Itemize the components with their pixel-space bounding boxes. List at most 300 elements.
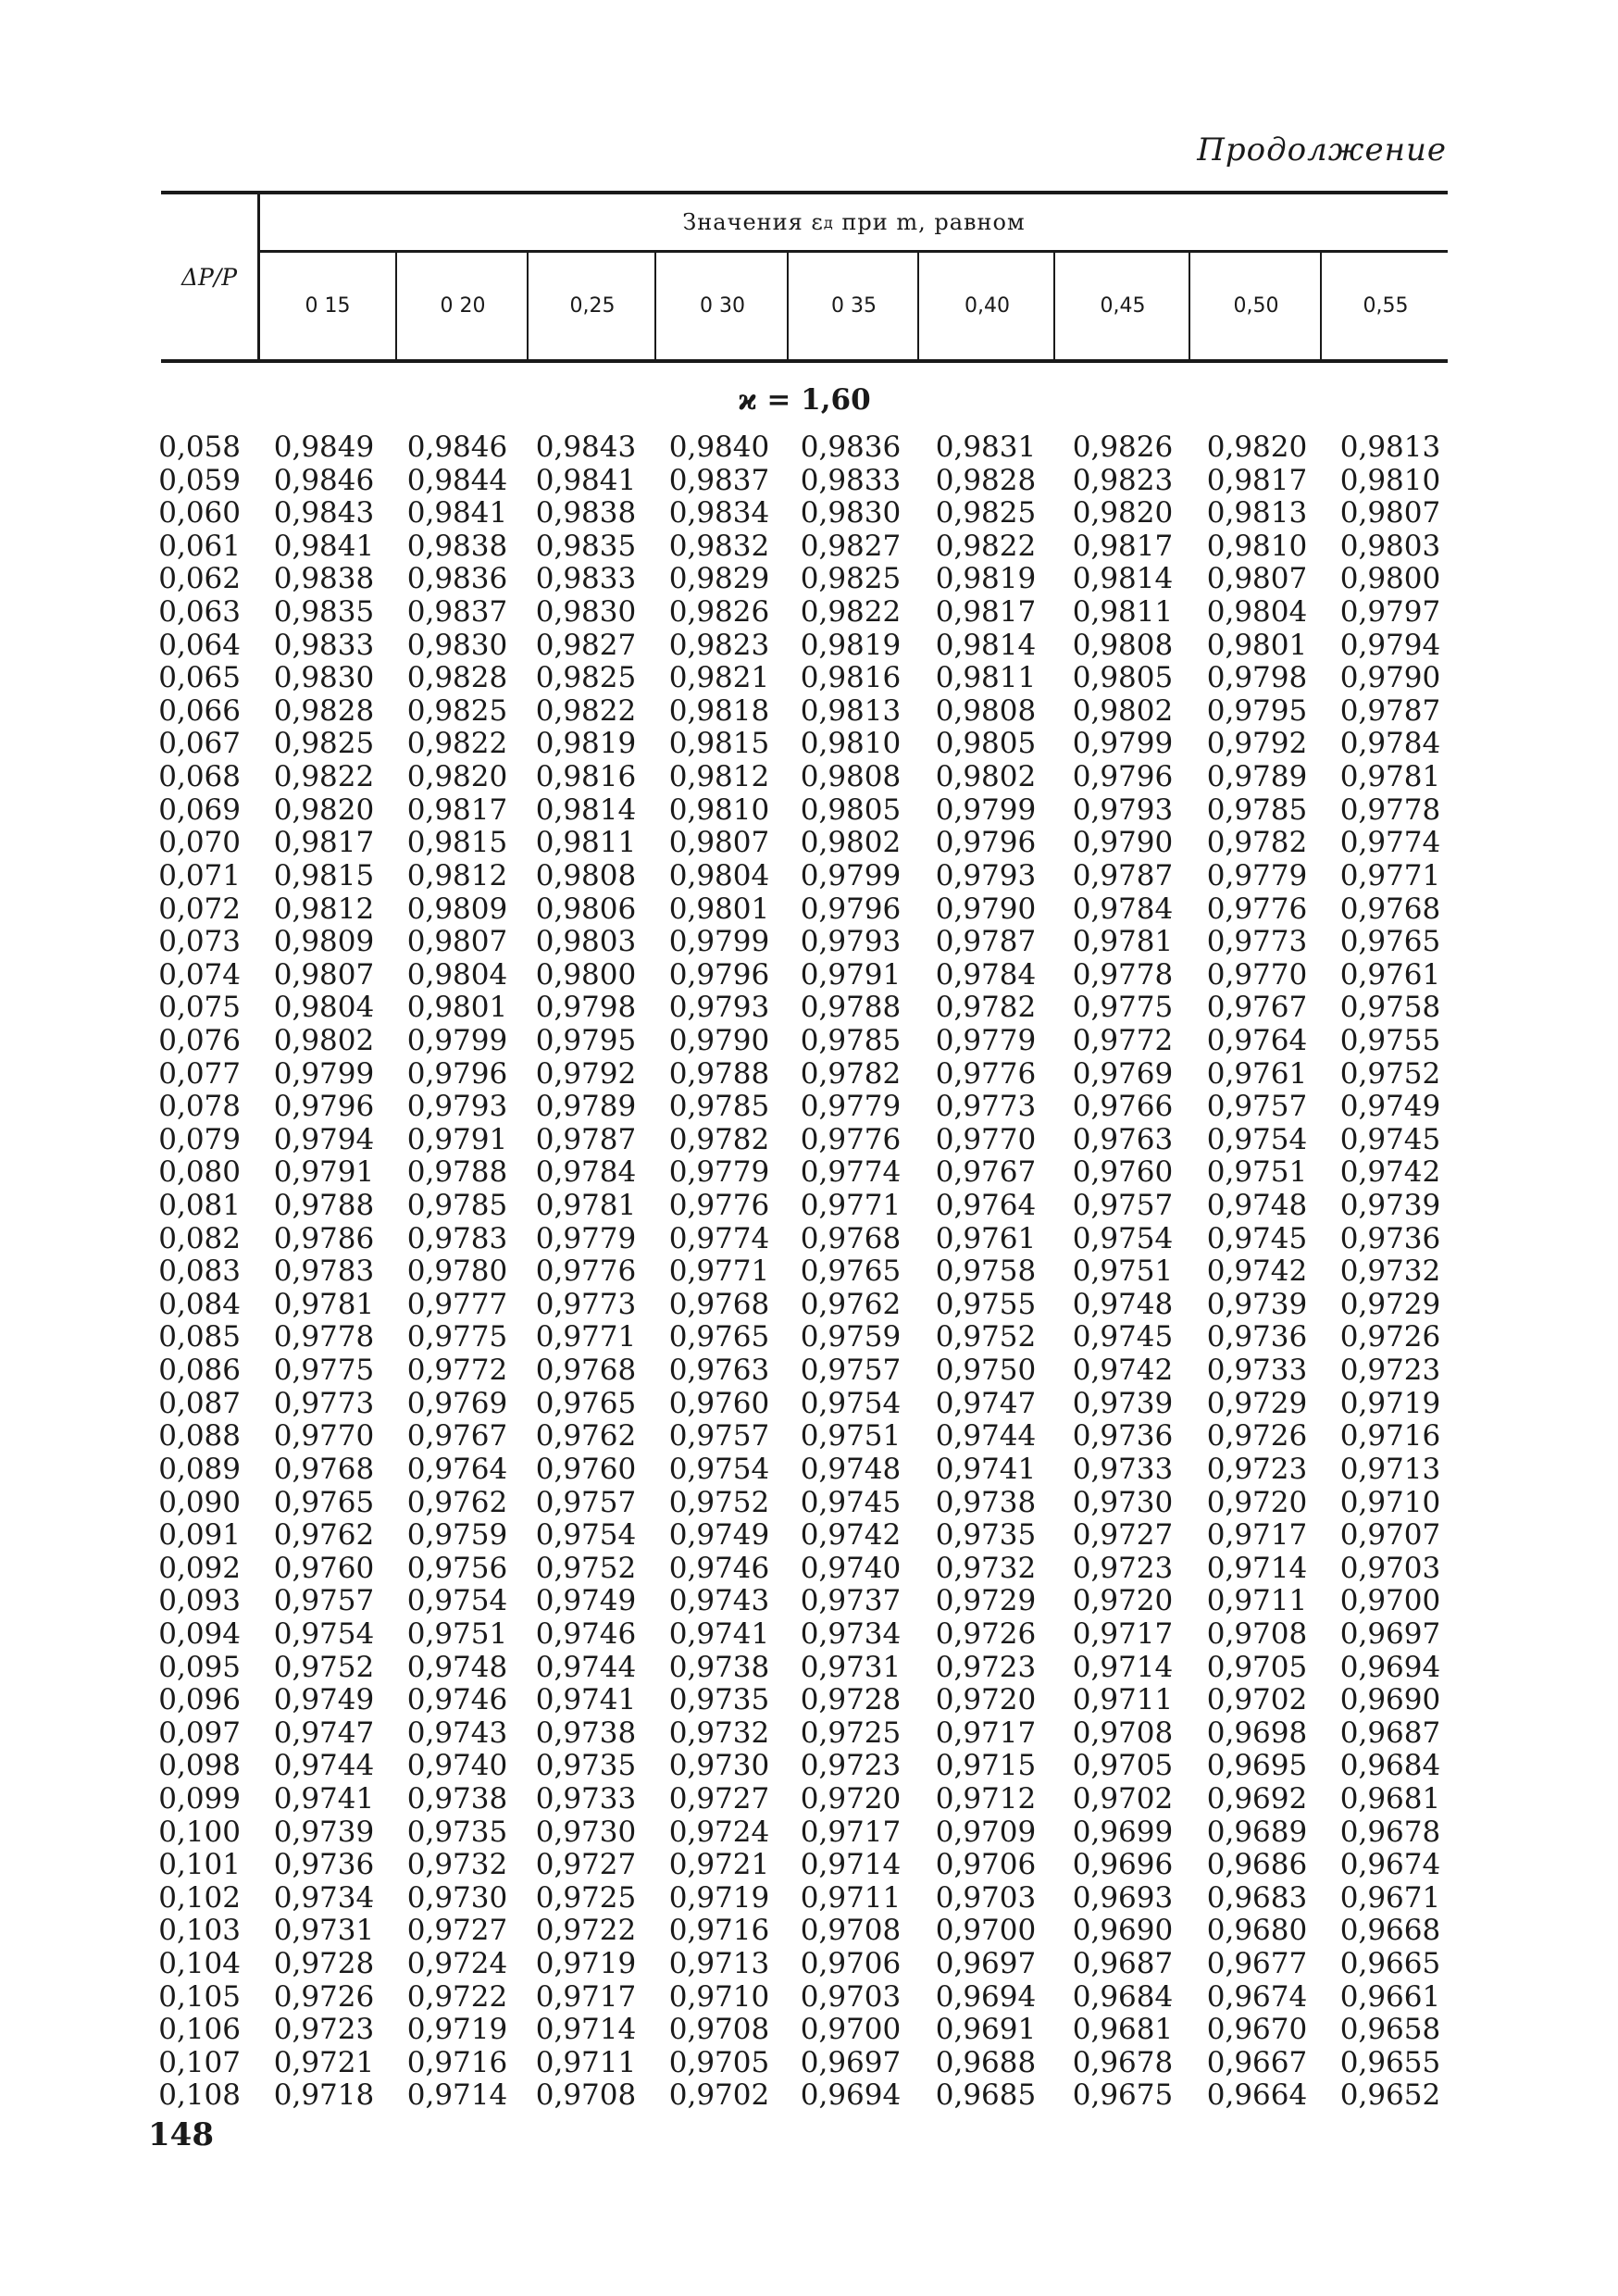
table-cell: 0,9787: [535, 1122, 637, 1156]
table-cell: 0,9733: [1072, 1452, 1174, 1486]
table-cell: 0,9752: [668, 1485, 770, 1519]
table-cell: 0,9808: [800, 760, 902, 794]
table-cell: 0,9720: [935, 1683, 1037, 1717]
table-cell: 0,9702: [1206, 1683, 1308, 1717]
row-key: 0,088: [158, 1419, 241, 1454]
table-cell: 0,9769: [1072, 1056, 1174, 1091]
row-key: 0,096: [158, 1683, 241, 1717]
table-cell: 0,9805: [800, 792, 902, 827]
table-row: [158, 1155, 1448, 1190]
table-cell: 0,9713: [668, 1947, 770, 1981]
table-cell: 0,9834: [668, 496, 770, 530]
table-cell: 0,9820: [273, 792, 375, 827]
table-cell: 0,9825: [535, 661, 637, 695]
table-cell: 0,9752: [535, 1551, 637, 1585]
table-cell: 0,9815: [406, 826, 508, 860]
table-cell: 0,9723: [1072, 1551, 1174, 1585]
table-cell: 0,9805: [1072, 661, 1174, 695]
row-key: 0,067: [158, 727, 241, 761]
row-key: 0,099: [158, 1781, 241, 1816]
table-cell: 0,9781: [1072, 925, 1174, 959]
table-row: [158, 1880, 1448, 1915]
table-row: [158, 496, 1448, 530]
table-cell: 0,9752: [273, 1650, 375, 1684]
table-cell: 0,9830: [535, 595, 637, 630]
table-cell: 0,9822: [535, 693, 637, 728]
table-cell: 0,9717: [535, 1979, 637, 2014]
table-row: [158, 1947, 1448, 1981]
table-cell: 0,9711: [1072, 1683, 1174, 1717]
table-cell: 0,9822: [800, 595, 902, 630]
table-cell: 0,9804: [668, 858, 770, 892]
table-cell: 0,9808: [535, 858, 637, 892]
table-cell: 0,9730: [406, 1880, 508, 1915]
table-cell: 0,9687: [1339, 1716, 1441, 1750]
table-cell: 0,9796: [273, 1090, 375, 1124]
table-cell: 0,9723: [1339, 1354, 1441, 1388]
table-cell: 0,9791: [406, 1122, 508, 1156]
table-cell: 0,9765: [273, 1485, 375, 1519]
table-row: [158, 2013, 1448, 2047]
table-cell: 0,9833: [800, 463, 902, 497]
table-cell: 0,9793: [800, 925, 902, 959]
table-cell: 0,9652: [1339, 2078, 1441, 2113]
row-key: 0,065: [158, 661, 241, 695]
table-cell: 0,9702: [1072, 1781, 1174, 1816]
table-cell: 0,9732: [1339, 1254, 1441, 1289]
table-cell: 0,9846: [406, 430, 508, 464]
table-cell: 0,9840: [668, 430, 770, 464]
table-cell: 0,9773: [1206, 925, 1308, 959]
table-cell: 0,9811: [935, 661, 1037, 695]
table-cell: 0,9804: [1206, 595, 1308, 630]
table-row: [158, 1650, 1448, 1685]
table-row: [158, 661, 1448, 695]
table-row: [158, 628, 1448, 663]
table-row: [158, 727, 1448, 761]
table-cell: 0,9828: [935, 463, 1037, 497]
table-row: [158, 1848, 1448, 1882]
table-cell: 0,9756: [406, 1551, 508, 1585]
row-key: 0,076: [158, 1023, 241, 1057]
table-cell: 0,9703: [935, 1880, 1037, 1915]
table-row: [158, 957, 1448, 992]
table-cell: 0,9798: [1206, 661, 1308, 695]
continued-label: Продолжение: [1197, 131, 1447, 168]
table-cell: 0,9760: [668, 1386, 770, 1420]
table-row: [158, 1815, 1448, 1850]
table-cell: 0,9720: [1206, 1485, 1308, 1519]
table-cell: 0,9732: [668, 1716, 770, 1750]
row-key: 0,077: [158, 1056, 241, 1091]
row-key: 0,078: [158, 1090, 241, 1124]
table-cell: 0,9694: [935, 1979, 1037, 2014]
table-cell: 0,9781: [535, 1189, 637, 1223]
table-cell: 0,9775: [1072, 991, 1174, 1025]
table-cell: 0,9790: [668, 1023, 770, 1057]
table-cell: 0,9720: [800, 1781, 902, 1816]
table-cell: 0,9747: [273, 1716, 375, 1750]
table-cell: 0,9694: [1339, 1650, 1441, 1684]
row-key: 0,073: [158, 925, 241, 959]
table-cell: 0,9817: [1206, 463, 1308, 497]
table-cell: 0,9785: [1206, 792, 1308, 827]
table-cell: 0,9716: [668, 1914, 770, 1948]
table-cell: 0,9722: [535, 1914, 637, 1948]
table-row: [158, 693, 1448, 729]
table-cell: 0,9836: [800, 430, 902, 464]
table-cell: 0,9678: [1072, 2045, 1174, 2079]
table-cell: 0,9836: [406, 562, 508, 596]
table-cell: 0,9812: [406, 858, 508, 892]
table-cell: 0,9782: [668, 1122, 770, 1156]
table-cell: 0,9802: [273, 1023, 375, 1057]
row-key: 0,094: [158, 1616, 241, 1651]
table-cell: 0,9711: [1206, 1584, 1308, 1618]
table-cell: 0,9813: [800, 693, 902, 728]
table-cell: 0,9736: [1206, 1320, 1308, 1354]
table-cell: 0,9784: [935, 957, 1037, 992]
table-cell: 0,9776: [535, 1254, 637, 1289]
table-cell: 0,9738: [535, 1716, 637, 1750]
table-cell: 0,9843: [273, 496, 375, 530]
row-key: 0,069: [158, 792, 241, 827]
table-cell: 0,9784: [1339, 727, 1441, 761]
table-cell: 0,9793: [668, 991, 770, 1025]
table-cell: 0,9787: [935, 925, 1037, 959]
table-cell: 0,9743: [406, 1716, 508, 1750]
table-cell: 0,9783: [406, 1221, 508, 1255]
table-cell: 0,9745: [1072, 1320, 1174, 1354]
table-cell: 0,9759: [800, 1320, 902, 1354]
table-row: [158, 562, 1448, 596]
table-row: [158, 2078, 1448, 2113]
table-cell: 0,9762: [800, 1287, 902, 1321]
table-cell: 0,9690: [1072, 1914, 1174, 1948]
table-cell: 0,9802: [935, 760, 1037, 794]
table-cell: 0,9771: [1339, 858, 1441, 892]
table-cell: 0,9763: [1072, 1122, 1174, 1156]
table-cell: 0,9787: [1339, 693, 1441, 728]
table-cell: 0,9810: [1206, 529, 1308, 563]
table-cell: 0,9710: [668, 1979, 770, 2014]
table-header: [161, 191, 1448, 363]
table-cell: 0,9828: [406, 661, 508, 695]
table-row: [158, 760, 1448, 794]
row-key: 0,081: [158, 1189, 241, 1223]
table-cell: 0,9817: [406, 792, 508, 827]
row-key: 0,103: [158, 1914, 241, 1948]
table-cell: 0,9828: [273, 693, 375, 728]
table-cell: 0,9807: [668, 826, 770, 860]
table-cell: 0,9826: [668, 595, 770, 630]
table-cell: 0,9692: [1206, 1781, 1308, 1816]
table-cell: 0,9726: [935, 1616, 1037, 1651]
table-cell: 0,9731: [273, 1914, 375, 1948]
table-cell: 0,9744: [535, 1650, 637, 1684]
table-cell: 0,9741: [535, 1683, 637, 1717]
table-cell: 0,9827: [535, 628, 637, 662]
table-cell: 0,9752: [1339, 1056, 1441, 1091]
table-cell: 0,9723: [935, 1650, 1037, 1684]
table-cell: 0,9754: [273, 1616, 375, 1651]
table-cell: 0,9754: [1072, 1221, 1174, 1255]
table-cell: 0,9719: [1339, 1386, 1441, 1420]
table-cell: 0,9791: [273, 1155, 375, 1190]
table-cell: 0,9841: [273, 529, 375, 563]
column-header: 0,25: [527, 253, 656, 359]
table-cell: 0,9744: [273, 1749, 375, 1783]
column-header: 0 15: [305, 294, 351, 318]
table-cell: 0,9790: [1339, 661, 1441, 695]
table-cell: 0,9823: [668, 628, 770, 662]
table-cell: 0,9796: [668, 957, 770, 992]
table-cell: 0,9706: [935, 1848, 1037, 1882]
table-cell: 0,9749: [668, 1518, 770, 1553]
table-cell: 0,9796: [406, 1056, 508, 1091]
table-row: [158, 1386, 1448, 1421]
table-cell: 0,9730: [535, 1815, 637, 1849]
table-cell: 0,9814: [935, 628, 1037, 662]
table-cell: 0,9720: [1072, 1584, 1174, 1618]
table-cell: 0,9719: [406, 2013, 508, 2047]
table-cell: 0,9814: [535, 792, 637, 827]
table-cell: 0,9749: [535, 1584, 637, 1618]
table-cell: 0,9788: [406, 1155, 508, 1190]
table-cell: 0,9779: [535, 1221, 637, 1255]
table-cell: 0,9736: [1072, 1419, 1174, 1454]
table-cell: 0,9750: [935, 1354, 1037, 1388]
table-cell: 0,9742: [800, 1518, 902, 1553]
table-cell: 0,9768: [800, 1221, 902, 1255]
table-cell: 0,9821: [668, 661, 770, 695]
table-cell: 0,9710: [1339, 1485, 1441, 1519]
table-cell: 0,9790: [1072, 826, 1174, 860]
table-cell: 0,9728: [273, 1947, 375, 1981]
table-cell: 0,9723: [273, 2013, 375, 2047]
table-cell: 0,9703: [800, 1979, 902, 2014]
table-cell: 0,9729: [1206, 1386, 1308, 1420]
row-key: 0,074: [158, 957, 241, 992]
table-cell: 0,9835: [535, 529, 637, 563]
table-cell: 0,9758: [1339, 991, 1441, 1025]
table-cell: 0,9748: [1206, 1189, 1308, 1223]
table-cell: 0,9765: [1339, 925, 1441, 959]
table-cell: 0,9754: [800, 1386, 902, 1420]
table-cell: 0,9798: [535, 991, 637, 1025]
row-key: 0,063: [158, 595, 241, 630]
table-row: [158, 1354, 1448, 1388]
table-row: [158, 1419, 1448, 1454]
table-cell: 0,9765: [535, 1386, 637, 1420]
table-cell: 0,9776: [935, 1056, 1037, 1091]
table-cell: 0,9831: [935, 430, 1037, 464]
table-cell: 0,9762: [273, 1518, 375, 1553]
table-cell: 0,9797: [1339, 595, 1441, 630]
table-cell: 0,9690: [1339, 1683, 1441, 1717]
table-cell: 0,9732: [406, 1848, 508, 1882]
table-cell: 0,9681: [1072, 2013, 1174, 2047]
column-header: 0,40: [917, 253, 1055, 359]
table-cell: 0,9830: [406, 628, 508, 662]
table-cell: 0,9675: [1072, 2078, 1174, 2113]
table-cell: 0,9778: [1339, 792, 1441, 827]
table-cell: 0,9764: [1206, 1023, 1308, 1057]
table-cell: 0,9773: [935, 1090, 1037, 1124]
table-row: [158, 1452, 1448, 1487]
table-cell: 0,9764: [935, 1189, 1037, 1223]
table-cell: 0,9792: [1206, 727, 1308, 761]
table-cell: 0,9749: [273, 1683, 375, 1717]
table-cell: 0,9757: [273, 1584, 375, 1618]
table-cell: 0,9664: [1206, 2078, 1308, 2113]
table-cell: 0,9814: [1072, 562, 1174, 596]
column-header: 0 30: [654, 253, 789, 359]
column-header: 0,55: [1320, 253, 1450, 359]
table-cell: 0,9712: [935, 1781, 1037, 1816]
table-cell: 0,9674: [1206, 1979, 1308, 2014]
table-cell: 0,9667: [1206, 2045, 1308, 2079]
table-cell: 0,9742: [1072, 1354, 1174, 1388]
table-cell: 0,9686: [1206, 1848, 1308, 1882]
table-cell: 0,9807: [406, 925, 508, 959]
table-cell: 0,9844: [406, 463, 508, 497]
table-cell: 0,9833: [535, 562, 637, 596]
table-cell: 0,9739: [1072, 1386, 1174, 1420]
table-cell: 0,9717: [1206, 1518, 1308, 1553]
table-cell: 0,9802: [1072, 693, 1174, 728]
table-cell: 0,9773: [535, 1287, 637, 1321]
table-cell: 0,9711: [800, 1880, 902, 1915]
table-cell: 0,9825: [273, 727, 375, 761]
group-title-text: Значения ε: [682, 209, 824, 235]
table-cell: 0,9843: [535, 430, 637, 464]
table-cell: 0,9718: [273, 2078, 375, 2113]
table-cell: 0,9734: [273, 1880, 375, 1915]
table-cell: 0,9768: [668, 1287, 770, 1321]
table-cell: 0,9804: [273, 991, 375, 1025]
table-cell: 0,9837: [668, 463, 770, 497]
table-cell: 0,9788: [668, 1056, 770, 1091]
table-cell: 0,9674: [1339, 1848, 1441, 1882]
table-cell: 0,9719: [535, 1947, 637, 1981]
table-cell: 0,9715: [935, 1749, 1037, 1783]
table-cell: 0,9841: [535, 463, 637, 497]
table-cell: 0,9778: [1072, 957, 1174, 992]
group-title-tail: при m, равном: [833, 209, 1026, 235]
table-cell: 0,9699: [1072, 1815, 1174, 1849]
table-cell: 0,9761: [1206, 1056, 1308, 1091]
table-cell: 0,9706: [800, 1947, 902, 1981]
table-cell: 0,9774: [668, 1221, 770, 1255]
table-cell: 0,9772: [406, 1354, 508, 1388]
table-cell: 0,9770: [935, 1122, 1037, 1156]
table-cell: 0,9738: [935, 1485, 1037, 1519]
table-cell: 0,9817: [935, 595, 1037, 630]
row-key: 0,060: [158, 496, 241, 530]
table-cell: 0,9732: [935, 1551, 1037, 1585]
page-number: 148: [148, 2116, 214, 2153]
table-row: [158, 529, 1448, 564]
table-cell: 0,9838: [273, 562, 375, 596]
table-cell: 0,9670: [1206, 2013, 1308, 2047]
table-cell: 0,9788: [800, 991, 902, 1025]
table-cell: 0,9789: [535, 1090, 637, 1124]
table-cell: 0,9681: [1339, 1781, 1441, 1816]
table-cell: 0,9808: [1072, 628, 1174, 662]
table-cell: 0,9804: [406, 957, 508, 992]
table-cell: 0,9799: [800, 858, 902, 892]
table-cell: 0,9700: [935, 1914, 1037, 1948]
table-cell: 0,9705: [1072, 1749, 1174, 1783]
table-cell: 0,9823: [1072, 463, 1174, 497]
table-cell: 0,9665: [1339, 1947, 1441, 1981]
table-cell: 0,9722: [406, 1979, 508, 2014]
column-group-title: [260, 194, 1448, 253]
row-key: 0,062: [158, 562, 241, 596]
table-cell: 0,9838: [406, 529, 508, 563]
table-cell: 0,9799: [1072, 727, 1174, 761]
row-key: 0,059: [158, 463, 241, 497]
table-cell: 0,9825: [800, 562, 902, 596]
table-cell: 0,9685: [935, 2078, 1037, 2113]
table-cell: 0,9735: [935, 1518, 1037, 1553]
table-row: [158, 1518, 1448, 1553]
table-cell: 0,9801: [668, 892, 770, 926]
table-cell: 0,9811: [1072, 595, 1174, 630]
table-cell: 0,9684: [1072, 1979, 1174, 2014]
table-cell: 0,9794: [1339, 628, 1441, 662]
table-cell: 0,9792: [535, 1056, 637, 1091]
table-cell: 0,9736: [1339, 1221, 1441, 1255]
table-cell: 0,9767: [406, 1419, 508, 1454]
table-cell: 0,9708: [1206, 1616, 1308, 1651]
table-cell: 0,9716: [406, 2045, 508, 2079]
row-key: 0,072: [158, 892, 241, 926]
table-cell: 0,9846: [273, 463, 375, 497]
table-cell: 0,9717: [935, 1716, 1037, 1750]
table-row: [158, 792, 1448, 828]
table-cell: 0,9733: [1206, 1354, 1308, 1388]
row-key: 0,086: [158, 1354, 241, 1388]
table-cell: 0,9727: [406, 1914, 508, 1948]
table-cell: 0,9708: [800, 1914, 902, 1948]
table-row: [158, 1551, 1448, 1586]
table-cell: 0,9785: [406, 1189, 508, 1223]
table-cell: 0,9776: [668, 1189, 770, 1223]
table-cell: 0,9810: [668, 792, 770, 827]
table-cell: 0,9755: [1339, 1023, 1441, 1057]
table-cell: 0,9795: [535, 1023, 637, 1057]
table-cell: 0,9776: [800, 1122, 902, 1156]
table-cell: 0,9731: [800, 1650, 902, 1684]
table-cell: 0,9774: [800, 1155, 902, 1190]
table-cell: 0,9760: [273, 1551, 375, 1585]
table-cell: 0,9838: [535, 496, 637, 530]
table-cell: 0,9837: [406, 595, 508, 630]
table-cell: 0,9705: [1206, 1650, 1308, 1684]
table-cell: 0,9826: [1072, 430, 1174, 464]
table-row: [158, 1749, 1448, 1783]
table-row: [158, 2045, 1448, 2080]
table-cell: 0,9671: [1339, 1880, 1441, 1915]
table-cell: 0,9778: [273, 1320, 375, 1354]
table-cell: 0,9827: [800, 529, 902, 563]
table-cell: 0,9713: [1339, 1452, 1441, 1486]
table-cell: 0,9779: [935, 1023, 1037, 1057]
table-cell: 0,9714: [800, 1848, 902, 1882]
table-cell: 0,9739: [273, 1815, 375, 1849]
